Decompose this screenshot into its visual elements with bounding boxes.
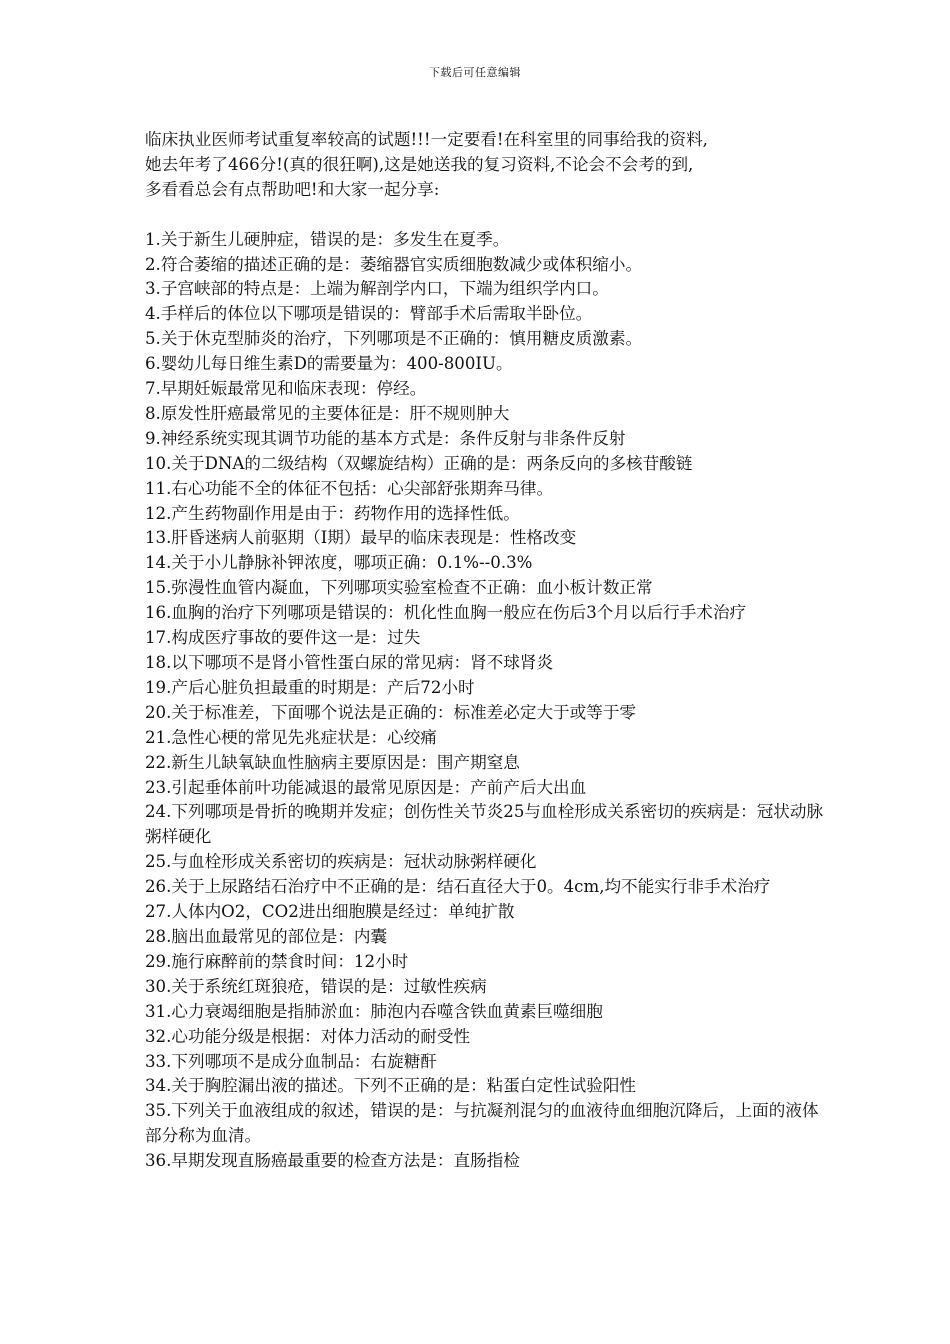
question-item: 20.关于标准差，下面哪个说法是正确的：标准差必定大于或等于零 [145,702,637,722]
question-item: 22.新生儿缺氧缺血性脑病主要原因是：围产期窒息 [145,752,520,772]
question-item: 13.肝昏迷病人前驱期（I期）最早的临床表现是：性格改变 [145,528,577,548]
question-item: 23.引起垂体前叶功能减退的最常见原因是：产前产后大出血 [145,777,587,797]
question-item: 28.脑出血最常见的部位是：内囊 [145,926,388,946]
question-item: 35.下列关于血液组成的叙述，错误的是：与抗凝剂混匀的血液待血细胞沉降后，上面的液体部分称为血清。 [145,1101,819,1146]
question-item: 18.以下哪项不是肾小管性蛋白尿的常见病：肾不球肾炎 [145,653,554,673]
question-item: 31.心力衰竭细胞是指肺淤血：肺泡内吞噬含铁血黄素巨噬细胞 [145,1001,603,1021]
question-item: 11.右心功能不全的体征不包括：心尖部舒张期奔马律。 [145,478,554,498]
question-item: 15.弥漫性血管内凝血，下列哪项实验室检查不正确：血小板计数正常 [145,578,653,598]
question-item: 30.关于系统红斑狼疮，错误的是：过敏性疾病 [145,976,487,996]
question-item: 17.构成医疗事故的要件这一是：过失 [145,628,421,648]
question-item: 10.关于DNA的二级结构（双螺旋结构）正确的是：两条反向的多核苷酸链 [145,453,693,473]
page-header: 下载后可任意编辑 [429,66,521,79]
question-item: 1.关于新生儿硬肿症，错误的是：多发生在夏季。 [145,229,510,249]
intro-paragraph [145,128,825,203]
question-item: 33.下列哪项不是成分血制品：右旋糖酐 [145,1051,437,1071]
question-item: 25.与血栓形成关系密切的疾病是：冠状动脉粥样硬化 [145,852,537,872]
question-item: 26.关于上尿路结石治疗中不正确的是：结石直径大于0。4cm,均不能实行非手术治疗 [145,877,771,897]
question-item: 29.施行麻醉前的禁食时间：12小时 [145,951,409,971]
intro-line: 多看看总会有点帮助吧!和大家一起分享: [145,179,440,199]
question-item: 27.人体内O2，CO2进出细胞膜是经过：单纯扩散 [145,902,515,922]
question-item: 19.产后心脏负担最重的时期是：产后72小时 [145,677,475,697]
intro-line: 她去年考了466分!(真的很狂啊),这是她送我的复习资料,不论会不会考的到, [145,154,694,174]
question-item: 5.关于休克型肺炎的治疗，下列哪项是不正确的：慎用糖皮质激素。 [145,329,643,349]
question-item: 32.心功能分级是根据：对体力活动的耐受性 [145,1026,471,1046]
paragraph-gap [145,203,825,228]
document-body [145,128,825,1174]
question-item: 14.关于小儿静脉补钾浓度，哪项正确：0.1%--0.3% [145,553,533,573]
question-item: 6.婴幼儿每日维生素D的需要量为：400-800IU。 [145,354,513,374]
question-item: 2.符合萎缩的描述正确的是：萎缩器官实质细胞数减少或体积缩小。 [145,254,643,274]
question-item: 7.早期妊娠最常见和临床表现：停经。 [145,379,427,399]
question-list [145,228,825,1174]
question-item: 3.子宫峡部的特点是：上端为解剖学内口，下端为组织学内口。 [145,279,609,299]
question-item: 9.神经系统实现其调节功能的基本方式是：条件反射与非条件反射 [145,428,626,448]
question-item: 4.手样后的体位以下哪项是错误的：臂部手术后需取半卧位。 [145,304,593,324]
intro-line: 临床执业医师考试重复率较高的试题!!!一定要看!在科室里的同事给我的资料, [145,130,708,149]
question-item: 8.原发性肝癌最常见的主要体征是：肝不规则肿大 [145,403,510,423]
question-item: 12.产生药物副作用是由于：药物作用的选择性低。 [145,503,520,523]
question-item: 24.下列哪项是骨折的晚期并发症；创伤性关节炎25与血栓形成关系密切的疾病是：冠状动脉粥样硬化 [145,802,824,847]
question-item: 21.急性心梗的常见先兆症状是：心绞痛 [145,727,437,747]
question-item: 16.血胸的治疗下列哪项是错误的：机化性血胸一般应在伤后3个月以后行手术治疗 [145,603,747,623]
question-item: 34.关于胸腔漏出液的描述。下列不正确的是：粘蛋白定性试验阳性 [145,1076,637,1096]
question-item: 36.早期发现直肠癌最重要的检查方法是：直肠指检 [145,1151,520,1171]
